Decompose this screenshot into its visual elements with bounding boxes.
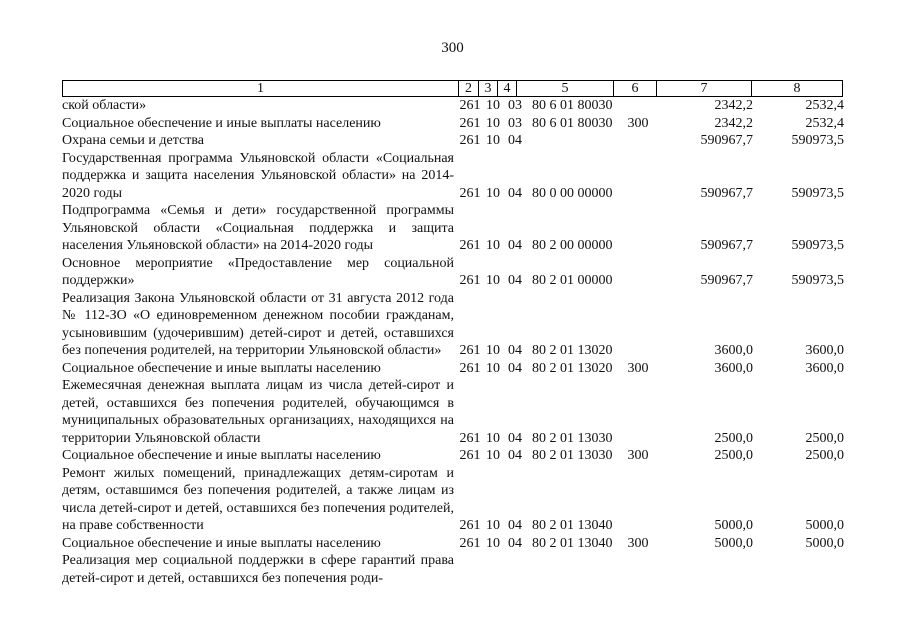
cell-code-2: 261 bbox=[459, 430, 481, 446]
cell-code-4: 04 bbox=[508, 273, 522, 288]
cell-code-4 bbox=[504, 552, 526, 587]
cell-amount-col8: 590973,5 bbox=[791, 185, 844, 201]
table-row bbox=[62, 202, 844, 255]
cell-expense-type bbox=[622, 150, 654, 203]
row-description: Охрана семьи и детства bbox=[62, 133, 204, 148]
row-description: Основное мероприятие «Предоставление мер социальной поддержки» bbox=[62, 255, 454, 288]
cell-code-2: 261 bbox=[459, 343, 481, 358]
cell-expense-type: 300 bbox=[627, 360, 649, 376]
cell-code-3: 10 bbox=[486, 98, 500, 113]
cell-expense-type bbox=[622, 97, 654, 115]
cell-code-3: 10 bbox=[486, 448, 500, 463]
row-description: Государственная программа Ульяновской области «Социальная поддержка и защита населения Ульяновской области» на 2014-2020 годы bbox=[62, 150, 454, 201]
table-row bbox=[62, 360, 844, 378]
cell-amount-col8: 5000,0 bbox=[805, 535, 844, 551]
cell-code-2 bbox=[458, 552, 482, 587]
cell-amount-col8: 2500,0 bbox=[805, 430, 844, 446]
cell-expense-type bbox=[622, 132, 654, 150]
cell-amount-col8: 590973,5 bbox=[791, 133, 844, 148]
cell-code-2: 261 bbox=[459, 273, 481, 288]
cell-code-3: 10 bbox=[486, 343, 500, 358]
cell-code-2: 261 bbox=[459, 133, 481, 148]
cell-code-3: 10 bbox=[486, 518, 500, 533]
cell-code-3: 10 bbox=[486, 430, 500, 446]
row-description: Социальное обеспечение и иные выплаты населению bbox=[62, 360, 381, 376]
table-row bbox=[62, 377, 844, 447]
cell-amount-col7: 5000,0 bbox=[714, 535, 753, 551]
cell-target-code: 80 2 01 13030 bbox=[532, 448, 613, 463]
column-header: 2 bbox=[459, 81, 479, 97]
row-description: Ремонт жилых помещений, принадлежащих детям-сиротам и детям, оставшимся без попечения родителей, а также лицам из числа детей-сирот и детей, оставшихся без попечения родителей, на праве собственности bbox=[62, 465, 454, 533]
cell-target-code bbox=[526, 132, 622, 150]
row-description: Социальное обеспечение и иные выплаты населению bbox=[62, 535, 381, 551]
cell-amount-col8: 2500,0 bbox=[805, 448, 844, 463]
table-row bbox=[62, 115, 844, 133]
cell-code-4: 03 bbox=[508, 98, 522, 113]
cell-amount-col7: 3600,0 bbox=[714, 343, 753, 358]
row-description: ской области» bbox=[62, 98, 147, 113]
cell-amount-col7: 590967,7 bbox=[700, 185, 753, 201]
cell-code-3: 10 bbox=[486, 238, 500, 253]
cell-code-3: 10 bbox=[486, 133, 500, 148]
table-row bbox=[62, 552, 844, 587]
cell-code-4: 04 bbox=[508, 343, 522, 358]
cell-amount-col8: 2532,4 bbox=[805, 115, 844, 131]
cell-target-code: 80 2 00 00000 bbox=[532, 238, 613, 253]
cell-amount-col7: 590967,7 bbox=[700, 133, 753, 148]
cell-amount-col8: 3600,0 bbox=[805, 343, 844, 358]
cell-expense-type: 300 bbox=[627, 115, 649, 131]
page-number: 300 bbox=[441, 40, 464, 56]
cell-amount-col7 bbox=[654, 552, 753, 587]
cell-amount-col8: 3600,0 bbox=[805, 360, 844, 376]
row-description: Подпрограмма «Семья и дети» государственной программы Ульяновской области «Социальная поддержка и защита населения Ульяновской области» на 2014-2020 годы bbox=[62, 203, 454, 253]
table-row bbox=[62, 255, 844, 290]
table-row bbox=[62, 447, 844, 465]
column-header-row bbox=[63, 81, 843, 97]
cell-expense-type bbox=[622, 255, 654, 290]
cell-code-2: 261 bbox=[459, 360, 481, 376]
cell-amount-col7: 2500,0 bbox=[714, 430, 753, 446]
cell-code-3: 10 bbox=[486, 185, 500, 201]
cell-amount-col8: 590973,5 bbox=[791, 273, 844, 288]
cell-code-2: 261 bbox=[459, 115, 481, 131]
cell-amount-col7: 2342,2 bbox=[714, 115, 753, 131]
column-header: 4 bbox=[498, 81, 517, 97]
cell-expense-type: 300 bbox=[627, 448, 649, 463]
column-header-table bbox=[62, 80, 843, 97]
cell-code-4: 04 bbox=[508, 360, 522, 376]
column-header: 8 bbox=[752, 81, 843, 97]
cell-code-4: 04 bbox=[508, 238, 522, 253]
cell-expense-type bbox=[622, 552, 654, 587]
cell-amount-col7: 3600,0 bbox=[714, 360, 753, 376]
cell-target-code: 80 2 01 13040 bbox=[532, 518, 613, 533]
cell-code-3 bbox=[482, 552, 504, 587]
column-header: 6 bbox=[614, 81, 657, 97]
budget-table bbox=[62, 97, 844, 587]
cell-code-4: 04 bbox=[508, 518, 522, 533]
cell-code-4: 04 bbox=[508, 185, 522, 201]
cell-amount-col8 bbox=[753, 552, 844, 587]
cell-target-code: 80 2 01 13030 bbox=[532, 430, 613, 446]
cell-amount-col7: 2500,0 bbox=[714, 448, 753, 463]
cell-amount-col8: 2532,4 bbox=[805, 98, 844, 113]
column-header: 7 bbox=[657, 81, 752, 97]
cell-amount-col7: 2342,2 bbox=[714, 98, 753, 113]
table-row bbox=[62, 97, 844, 115]
row-description: Ежемесячная денежная выплата лицам из числа детей-сирот и детей, оставшихся без попечения родителей, обучающимся в муниципальных образовательных организациях, находящихся на территории Ульяновской области bbox=[62, 378, 454, 446]
row-description: Реализация Закона Ульяновской области от 31 августа 2012 года № 112-ЗО «О единовременном денежном пособии гражданам, усыновившим (удочерившим) детей-сирот и детей, оставшихся без попечения родителей, на территории Ульяновской области» bbox=[62, 290, 454, 358]
cell-code-2: 261 bbox=[459, 98, 481, 113]
row-description: Социальное обеспечение и иные выплаты населению bbox=[62, 448, 381, 463]
cell-expense-type bbox=[622, 202, 654, 255]
table-row bbox=[62, 132, 844, 150]
cell-target-code: 80 6 01 80030 bbox=[532, 115, 613, 131]
cell-code-2: 261 bbox=[459, 518, 481, 533]
cell-code-2: 261 bbox=[459, 238, 481, 253]
cell-target-code: 80 2 01 00000 bbox=[532, 273, 613, 288]
cell-code-3: 10 bbox=[486, 535, 500, 551]
cell-code-4: 04 bbox=[508, 448, 522, 463]
cell-code-3: 10 bbox=[486, 360, 500, 376]
cell-code-4: 04 bbox=[508, 430, 522, 446]
cell-code-3: 10 bbox=[486, 273, 500, 288]
column-header: 3 bbox=[479, 81, 498, 97]
table-row bbox=[62, 465, 844, 535]
cell-amount-col7: 590967,7 bbox=[700, 238, 753, 253]
column-header: 5 bbox=[517, 81, 614, 97]
row-description: Реализация мер социальной поддержки в сфере гарантий права детей-сирот и детей, оставшихся без попечения роди- bbox=[62, 553, 454, 586]
row-description: Социальное обеспечение и иные выплаты населению bbox=[62, 115, 381, 131]
cell-amount-col8: 5000,0 bbox=[805, 518, 844, 533]
cell-amount-col7: 5000,0 bbox=[714, 518, 753, 533]
cell-amount-col8: 590973,5 bbox=[791, 238, 844, 253]
column-header: 1 bbox=[63, 81, 459, 97]
table-row bbox=[62, 150, 844, 203]
cell-code-3: 10 bbox=[486, 115, 500, 131]
cell-code-2: 261 bbox=[459, 535, 481, 551]
cell-target-code: 80 2 01 13040 bbox=[532, 535, 613, 551]
cell-code-4: 04 bbox=[508, 535, 522, 551]
cell-expense-type bbox=[622, 377, 654, 447]
cell-target-code: 80 6 01 80030 bbox=[532, 98, 613, 113]
cell-expense-type bbox=[622, 290, 654, 360]
cell-expense-type: 300 bbox=[627, 535, 649, 551]
cell-code-2: 261 bbox=[459, 185, 481, 201]
cell-amount-col7: 590967,7 bbox=[700, 273, 753, 288]
cell-target-code: 80 2 01 13020 bbox=[532, 343, 613, 358]
cell-target-code bbox=[526, 552, 622, 587]
cell-code-4: 04 bbox=[508, 133, 522, 148]
cell-code-4: 03 bbox=[508, 115, 522, 131]
table-row bbox=[62, 535, 844, 553]
table-row bbox=[62, 290, 844, 360]
cell-code-2: 261 bbox=[459, 448, 481, 463]
cell-target-code: 80 2 01 13020 bbox=[532, 360, 613, 376]
cell-target-code: 80 0 00 00000 bbox=[532, 185, 613, 201]
cell-expense-type bbox=[622, 465, 654, 535]
